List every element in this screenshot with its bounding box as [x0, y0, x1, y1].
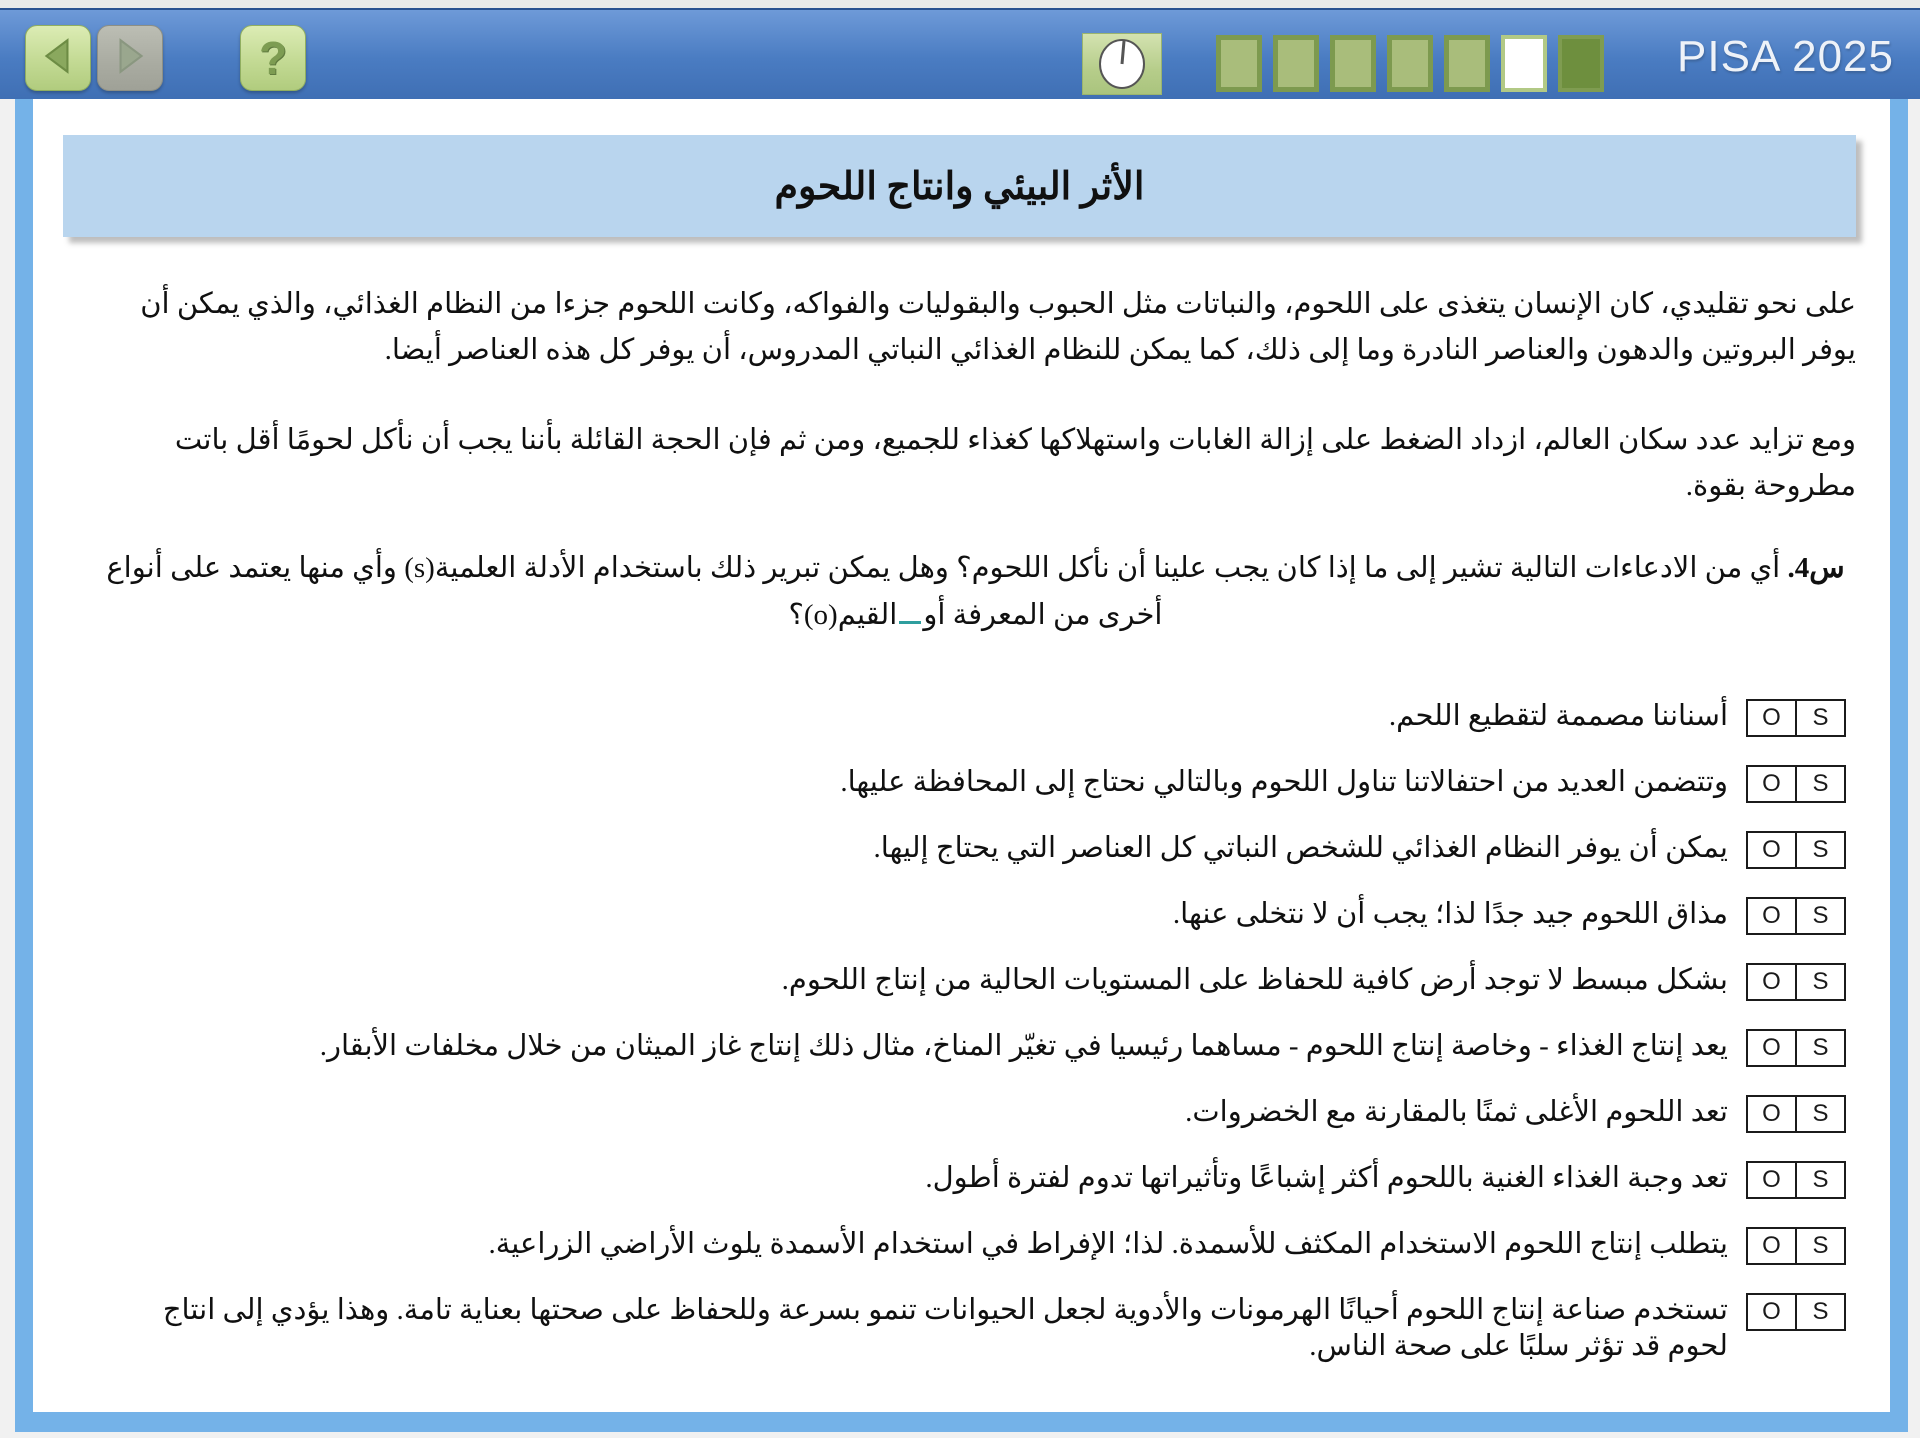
option-o-checkbox[interactable]: O [1748, 965, 1797, 999]
option-o-checkbox[interactable]: O [1748, 1097, 1797, 1131]
option-s-checkbox[interactable]: S [1812, 770, 1829, 797]
option-o-checkbox[interactable]: O [1748, 899, 1797, 933]
os-selector [1746, 1029, 1846, 1067]
statement-row [113, 1160, 1846, 1199]
statement-text: تعد وجبة الغذاء الغنية باللحوم أكثر إشباعًا وتأثيراتها تدوم لفترة أطول. [925, 1162, 1728, 1194]
option-o-checkbox[interactable]: O [1748, 1229, 1797, 1263]
page-title: الأثر البيئي وانتاج اللحوم [774, 165, 1145, 208]
back-arrow-icon [37, 35, 79, 82]
option-s-checkbox[interactable]: S [1812, 968, 1829, 995]
os-selector [1746, 1095, 1846, 1133]
os-selector [1746, 765, 1846, 803]
option-o-checkbox[interactable]: O [1748, 1295, 1797, 1329]
statement-row [113, 1292, 1846, 1364]
os-selector [1746, 1161, 1846, 1199]
statement-text: تستخدم صناعة إنتاج اللحوم أحيانًا الهرمونات والأدوية لجعل الحيوانات تنمو بسرعة وللحفاظ على صحتها بعناية تامة. وهذا يؤدي إلى انتاج لحوم قد تؤثر سلبًا على صحة الناس. [162, 1294, 1728, 1362]
help-button[interactable] [240, 25, 306, 91]
progress-square [1387, 35, 1433, 92]
option-s-checkbox[interactable]: S [1812, 1166, 1829, 1193]
option-o-checkbox[interactable]: O [1748, 1031, 1797, 1065]
forward-arrow-icon [109, 35, 151, 82]
progress-square-last [1558, 35, 1604, 92]
statement-row [113, 962, 1846, 1001]
os-selector [1746, 897, 1846, 935]
unit-title-bar [63, 135, 1856, 237]
option-o-checkbox[interactable]: O [1748, 833, 1797, 867]
progress-square [1216, 35, 1262, 92]
progress-square [1273, 35, 1319, 92]
os-selector [1746, 831, 1846, 869]
statement-row [113, 896, 1846, 935]
intro-paragraph-2: ومع تزايد عدد سكان العالم، ازداد الضغط على إزالة الغابات واستهلاكها كغذاء للجميع، ومن ثم فإن الحجة القائلة بأننا يجب أن نأكل لحومًا أقل باتت مطروحة بقوة. [174, 424, 1856, 502]
question-body: أي من الادعاءات التالية تشير إلى ما إذا كان يجب علينا أن نأكل اللحوم؟ وهل يمكن تبرير ذلك باستخدام الأدلة العلمية(s) وأي منها يعتمد على أنواع أخرى من المعرفة أو [106, 552, 1788, 631]
question-text [95, 545, 1856, 638]
progress-bar [1216, 35, 1604, 92]
statement-text: يتطلب إنتاج اللحوم الاستخدام المكثف للأسمدة. لذا؛ الإفراط في استخدام الأسمدة يلوث الأراضي الزراعية. [488, 1228, 1728, 1260]
option-s-checkbox[interactable]: S [1812, 704, 1829, 731]
progress-square [1444, 35, 1490, 92]
progress-square [1330, 35, 1376, 92]
top-strip [0, 0, 1920, 8]
os-selector [1746, 963, 1846, 1001]
statement-row [113, 1028, 1846, 1067]
page-frame [15, 99, 1908, 1432]
content-area [33, 99, 1890, 1412]
question-mark-icon: ? [258, 32, 288, 84]
os-selector [1746, 699, 1846, 737]
timer-clock-icon [1082, 33, 1162, 95]
statement-row [113, 764, 1846, 803]
option-o-checkbox[interactable]: O [1748, 1163, 1797, 1197]
forward-button-disabled [97, 25, 163, 91]
question-number: س4. [1787, 552, 1845, 584]
statement-text: يمكن أن يوفر النظام الغذائي للشخص النباتي كل العناصر التي يحتاج إليها. [873, 832, 1728, 864]
option-o-checkbox[interactable]: O [1748, 767, 1797, 801]
statement-text: تعد اللحوم الأغلى ثمنًا بالمقارنة مع الخضروات. [1185, 1096, 1728, 1128]
toolbar [0, 8, 1920, 99]
statement-row [113, 698, 1846, 737]
os-selector [1746, 1293, 1846, 1331]
option-o-checkbox[interactable]: O [1748, 701, 1797, 735]
intro-paragraph-1: على نحو تقليدي، كان الإنسان يتغذى على اللحوم، والنباتات مثل الحبوب والبقوليات والفواكه، وكانت اللحوم جزءا من النظام الغذائي، والذي يمكن أن يوفر البروتين والدهون والعناصر النادرة وما إلى ذلك، كما يمكن للنظام الغذائي النباتي المدروس، أن يوفر كل هذه العناصر أيضا. [140, 288, 1856, 366]
statement-text: بشكل مبسط لا توجد أرض كافية للحفاظ على المستويات الحالية من إنتاج اللحوم. [781, 964, 1728, 996]
statement-row [113, 1226, 1846, 1265]
option-s-checkbox[interactable]: S [1812, 1232, 1829, 1259]
statement-text: أسناننا مصممة لتقطيع اللحم. [1388, 700, 1728, 732]
statements-list [33, 698, 1890, 1364]
os-selector [1746, 1227, 1846, 1265]
pisa-brand-logo: PISA 2025 [1677, 32, 1894, 81]
option-s-checkbox[interactable]: S [1812, 1298, 1829, 1325]
option-s-checkbox[interactable]: S [1812, 1100, 1829, 1127]
statement-text: وتتضمن العديد من احتفالاتنا تناول اللحوم وبالتالي نحتاج إلى المحافظة عليها. [840, 766, 1728, 798]
option-s-checkbox[interactable]: S [1812, 902, 1829, 929]
statement-text: يعد إنتاج الغذاء - وخاصة إنتاج اللحوم - مساهما رئيسيا في تغيّر المناخ، مثال ذلك إنتاج غاز الميثان من خلال مخلفات الأبقار. [319, 1030, 1728, 1062]
progress-square-current [1501, 35, 1547, 92]
statement-text: مذاق اللحوم جيد جدًا لذا؛ يجب أن لا نتخلى عنها. [1172, 898, 1728, 930]
option-s-checkbox[interactable]: S [1812, 1034, 1829, 1061]
option-s-checkbox[interactable]: S [1812, 836, 1829, 863]
statement-row [113, 830, 1846, 869]
back-button[interactable] [25, 25, 91, 91]
statement-row [113, 1094, 1846, 1133]
question-body-end: القيم(o)؟ [788, 599, 898, 631]
teal-underline-mark [899, 591, 921, 624]
